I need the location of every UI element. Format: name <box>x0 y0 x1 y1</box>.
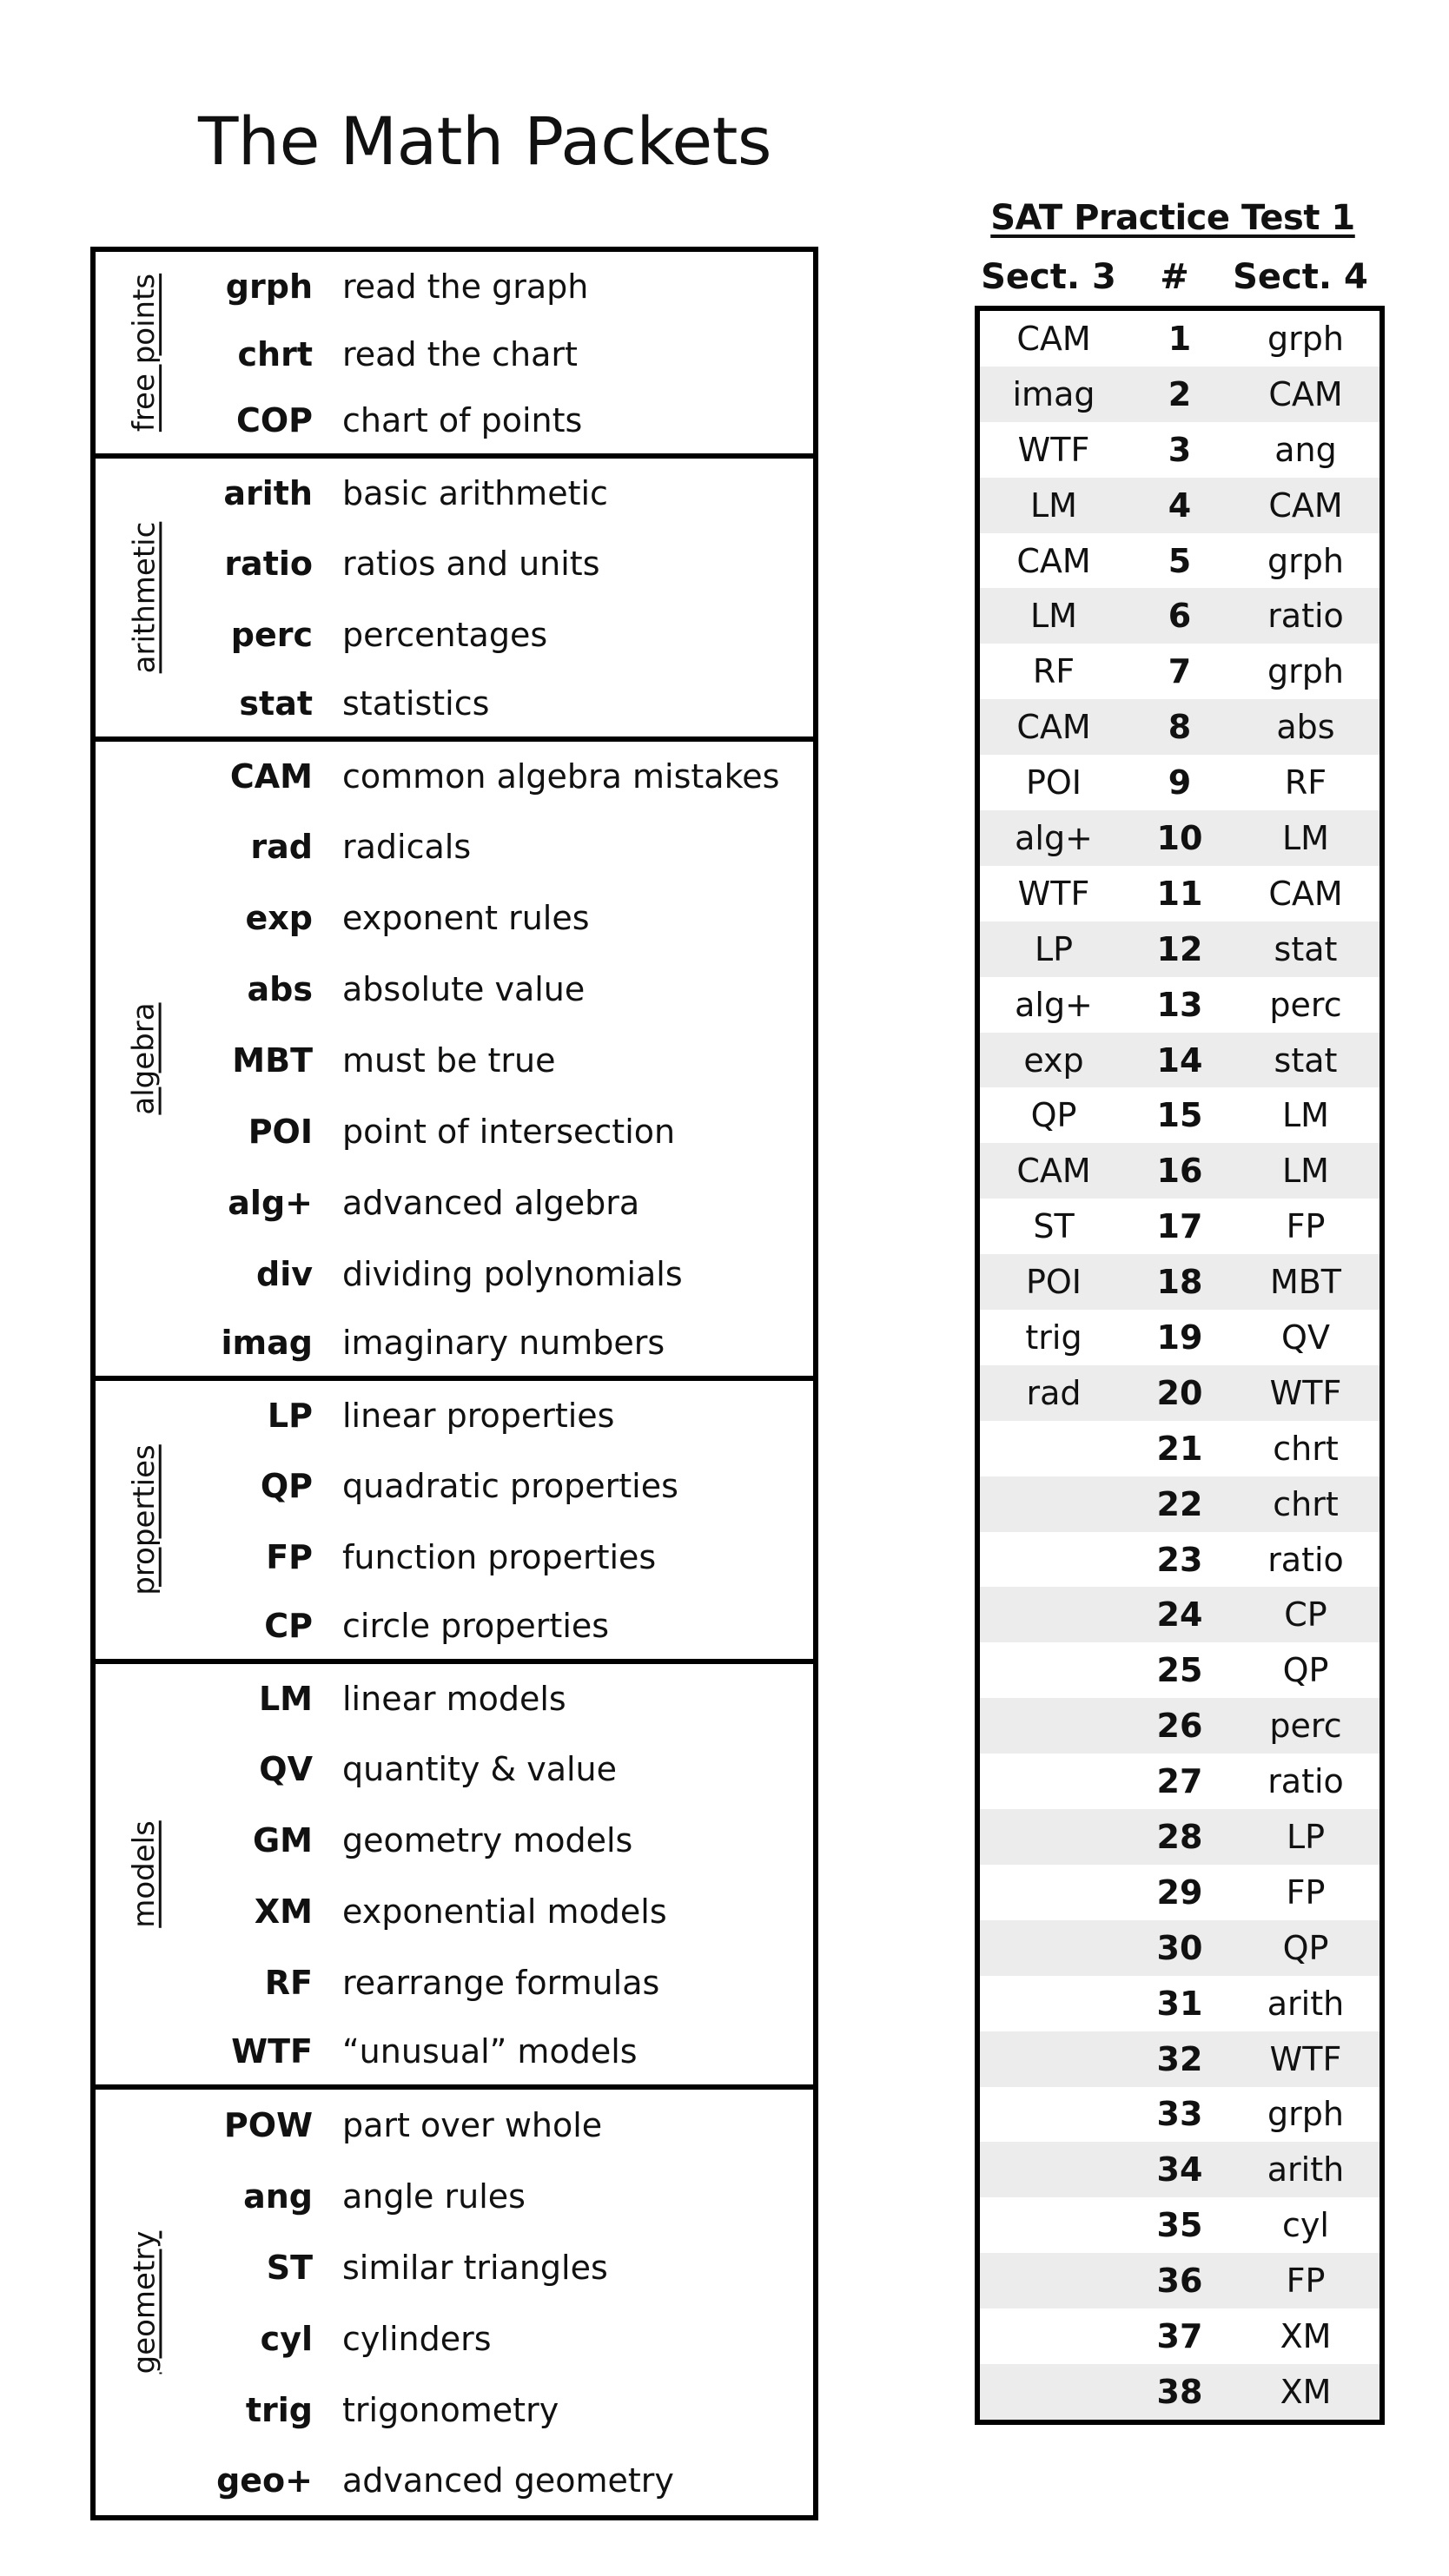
question-number: 33 <box>1156 2095 1203 2134</box>
sect4-cell: grph <box>1267 319 1344 358</box>
sect3-cell: CAM <box>1016 1152 1091 1191</box>
packet-group <box>90 247 818 456</box>
sect4-cell: grph <box>1267 541 1344 580</box>
packet-description: part over whole <box>342 2106 603 2144</box>
packet-description: basic arithmetic <box>342 474 608 512</box>
sect3-cell: imag <box>1012 374 1095 413</box>
packet-code: geo+ <box>216 2461 313 2500</box>
group-label-text: algebra <box>127 1002 162 1115</box>
sect4-cell: LM <box>1282 1152 1329 1191</box>
group-label <box>118 2090 170 2515</box>
sat-row <box>980 311 1380 367</box>
packet-code: LM <box>258 1680 313 1718</box>
question-number: 24 <box>1156 1595 1203 1635</box>
question-number: 29 <box>1156 1873 1203 1912</box>
packet-row <box>96 1522 813 1593</box>
sat-row <box>980 1976 1380 2031</box>
group-label <box>118 742 170 1376</box>
question-number: 3 <box>1168 430 1192 469</box>
packet-code: ratio <box>224 545 313 583</box>
packet-code: alg+ <box>228 1184 313 1222</box>
packet-row <box>96 1381 813 1450</box>
sect3-cell: RF <box>1032 652 1075 691</box>
question-number: 13 <box>1156 985 1203 1024</box>
sect3-cell: ST <box>1033 1207 1075 1246</box>
question-number: 16 <box>1156 1152 1203 1191</box>
sect4-cell: WTF <box>1269 2039 1342 2078</box>
sat-row <box>980 1865 1380 1920</box>
sect3-cell: LP <box>1034 929 1074 968</box>
question-number: 28 <box>1156 1817 1203 1856</box>
packet-description: read the graph <box>342 268 589 306</box>
packet-row <box>96 2446 813 2515</box>
sect4-cell: ratio <box>1267 1762 1344 1801</box>
packet-description: cylinders <box>342 2320 492 2358</box>
packet-row <box>96 954 813 1025</box>
packet-description: linear properties <box>342 1397 615 1435</box>
question-number: 15 <box>1156 1096 1203 1135</box>
sat-row <box>980 1310 1380 1365</box>
sect4-cell: ratio <box>1267 1540 1344 1579</box>
group-label-text: geometry <box>127 2230 162 2375</box>
packet-group <box>90 1378 818 1661</box>
sect4-cell: CP <box>1284 1595 1327 1635</box>
sect3-cell: alg+ <box>1015 818 1093 857</box>
packet-row <box>96 1238 813 1310</box>
sect3-cell: CAM <box>1016 541 1091 580</box>
group-label <box>118 459 170 736</box>
sat-row <box>980 921 1380 977</box>
packet-description: chart of points <box>342 401 583 439</box>
packet-row <box>96 2161 813 2232</box>
packet-code: RF <box>264 1964 313 2002</box>
packet-group <box>90 739 818 1378</box>
question-number: 30 <box>1156 1928 1203 1967</box>
sect4-cell: perc <box>1269 985 1342 1024</box>
sect3-cell: rad <box>1026 1373 1082 1412</box>
packet-row <box>96 459 813 528</box>
sect4-cell: grph <box>1267 2095 1344 2134</box>
packet-code: arith <box>223 474 313 512</box>
sect4-cell: CAM <box>1268 374 1343 413</box>
header-sect4: Sect. 4 <box>1233 257 1368 297</box>
packet-row <box>96 599 813 670</box>
packet-description: trigonometry <box>342 2391 559 2429</box>
packet-code: FP <box>266 1538 313 1576</box>
sect4-cell: arith <box>1267 2150 1345 2190</box>
packet-code: grph <box>225 268 313 306</box>
packet-code: LP <box>267 1397 313 1435</box>
question-number: 1 <box>1168 319 1192 358</box>
sat-row <box>980 2308 1380 2364</box>
question-number: 35 <box>1156 2206 1203 2245</box>
packet-description: percentages <box>342 616 548 654</box>
question-number: 14 <box>1156 1040 1203 1080</box>
packet-code: imag <box>221 1324 313 1362</box>
question-number: 4 <box>1168 485 1192 525</box>
packet-description: radicals <box>342 828 472 866</box>
page-title: The Math Packets <box>198 102 772 180</box>
packet-row <box>96 2375 813 2446</box>
packet-description: circle properties <box>342 1607 610 1645</box>
packet-row <box>96 882 813 954</box>
question-number: 26 <box>1156 1707 1203 1746</box>
packet-code: CAM <box>229 757 313 796</box>
packet-code: GM <box>252 1821 313 1859</box>
packet-row <box>96 2090 813 2161</box>
sect4-cell: chrt <box>1273 1484 1339 1523</box>
question-number: 37 <box>1156 2317 1203 2355</box>
sect3-cell: exp <box>1023 1040 1084 1080</box>
sat-row <box>980 478 1380 533</box>
packet-code: ST <box>266 2249 313 2287</box>
packet-description: quantity & value <box>342 1750 618 1788</box>
sect4-cell: chrt <box>1273 1429 1339 1468</box>
packet-code: QP <box>260 1467 313 1505</box>
group-label-text: arithmetic <box>127 521 162 674</box>
sat-row <box>980 977 1380 1033</box>
sect3-cell: LM <box>1030 485 1077 525</box>
question-number: 7 <box>1168 652 1192 691</box>
group-label <box>118 1381 170 1659</box>
packet-row <box>96 321 813 387</box>
packet-description: advanced geometry <box>342 2461 674 2500</box>
sect4-cell: RF <box>1284 763 1327 803</box>
sect4-cell: WTF <box>1269 1373 1342 1412</box>
question-number: 23 <box>1156 1540 1203 1579</box>
question-number: 6 <box>1168 597 1192 636</box>
header-sect3: Sect. 3 <box>981 257 1116 297</box>
packet-description: rearrange formulas <box>342 1964 660 2002</box>
sect3-cell: WTF <box>1017 430 1090 469</box>
sat-row <box>980 422 1380 478</box>
packet-row <box>96 2018 813 2084</box>
packet-row <box>96 1805 813 1876</box>
sat-row <box>980 2364 1380 2420</box>
sect4-cell: XM <box>1280 2372 1332 2411</box>
sat-row <box>980 1754 1380 1809</box>
packet-row <box>96 1593 813 1659</box>
packet-group <box>90 2087 818 2520</box>
packet-row <box>96 1947 813 2018</box>
question-number: 34 <box>1156 2150 1203 2190</box>
sect4-cell: QP <box>1282 1928 1329 1967</box>
packet-code: perc <box>230 616 313 654</box>
packet-description: similar triangles <box>342 2249 608 2287</box>
sat-row <box>980 755 1380 810</box>
packet-description: imaginary numbers <box>342 1324 665 1362</box>
sect4-cell: QP <box>1282 1651 1329 1690</box>
sect4-cell: stat <box>1274 929 1338 968</box>
sat-row <box>980 1087 1380 1143</box>
packet-code: cyl <box>260 2320 313 2358</box>
question-number: 21 <box>1156 1429 1203 1468</box>
sat-row <box>980 1143 1380 1199</box>
sect4-cell: LP <box>1286 1817 1326 1856</box>
question-number: 9 <box>1168 763 1192 803</box>
packet-description: dividing polynomials <box>342 1255 683 1293</box>
sect4-cell: CAM <box>1268 485 1343 525</box>
sect3-cell: POI <box>1025 1263 1082 1302</box>
sect4-cell: CAM <box>1268 874 1343 913</box>
packet-code: rad <box>250 828 313 866</box>
packet-code: WTF <box>231 2032 313 2071</box>
sect4-cell: abs <box>1276 708 1335 747</box>
packet-code: ang <box>243 2177 313 2216</box>
sat-row <box>980 1033 1380 1088</box>
packet-group <box>90 1661 818 2087</box>
sect3-cell: QP <box>1030 1096 1077 1135</box>
packet-code: XM <box>254 1892 313 1931</box>
sat-row <box>980 1254 1380 1310</box>
group-label <box>118 1664 170 2084</box>
header-number: # <box>1160 257 1189 297</box>
packet-description: statistics <box>342 684 490 723</box>
question-number: 8 <box>1168 708 1192 747</box>
sat-row <box>980 533 1380 589</box>
sat-row <box>980 2197 1380 2253</box>
packet-row <box>96 742 813 811</box>
sect4-cell: ang <box>1274 430 1337 469</box>
sect3-cell: alg+ <box>1015 985 1093 1024</box>
sat-row <box>980 367 1380 422</box>
packet-code: POI <box>248 1113 313 1151</box>
packet-row <box>96 252 813 321</box>
packet-code: exp <box>245 899 313 937</box>
question-number: 38 <box>1156 2372 1203 2411</box>
packet-description: linear models <box>342 1680 566 1718</box>
question-number: 20 <box>1156 1373 1203 1412</box>
question-number: 31 <box>1156 1984 1203 2023</box>
packet-row <box>96 2303 813 2375</box>
packet-description: angle rules <box>342 2177 526 2216</box>
sat-row <box>980 1642 1380 1698</box>
sect4-cell: MBT <box>1269 1263 1342 1302</box>
sect4-cell: FP <box>1286 2262 1326 2301</box>
sat-row <box>980 588 1380 644</box>
packet-description: read the chart <box>342 335 578 373</box>
group-label-text: free points <box>127 273 162 433</box>
packet-row <box>96 1167 813 1238</box>
sat-row <box>980 810 1380 866</box>
packet-code: abs <box>247 970 313 1008</box>
sat-row <box>980 866 1380 921</box>
sect3-cell: trig <box>1025 1318 1082 1357</box>
packet-code: chrt <box>237 335 313 373</box>
sat-row <box>980 1199 1380 1254</box>
sat-row <box>980 2087 1380 2143</box>
packet-description: “unusual” models <box>342 2032 638 2071</box>
packet-code: stat <box>239 684 313 723</box>
group-label-text: models <box>127 1820 162 1928</box>
packet-row <box>96 1096 813 1167</box>
sat-row <box>980 1532 1380 1588</box>
sect3-cell: CAM <box>1016 708 1091 747</box>
packet-description: quadratic properties <box>342 1467 678 1505</box>
sat-title: SAT Practice Test 1 <box>990 198 1355 238</box>
sect3-cell: LM <box>1030 597 1077 636</box>
sat-row <box>980 2031 1380 2087</box>
group-label-text: properties <box>127 1444 162 1595</box>
packet-description: function properties <box>342 1538 657 1576</box>
packet-description: ratios and units <box>342 545 600 583</box>
packet-row <box>96 1734 813 1805</box>
sat-header <box>975 257 1374 297</box>
question-number: 2 <box>1168 374 1192 413</box>
packet-code: POW <box>223 2106 313 2144</box>
sect4-cell: XM <box>1280 2317 1332 2355</box>
packet-code: CP <box>264 1607 313 1645</box>
sat-row <box>980 1587 1380 1642</box>
sect4-cell: cyl <box>1282 2206 1329 2245</box>
packet-description: common algebra mistakes <box>342 757 780 796</box>
packet-code: COP <box>235 401 313 439</box>
packet-description: must be true <box>342 1041 556 1080</box>
sect3-cell: POI <box>1025 763 1082 803</box>
sect4-cell: LM <box>1282 1096 1329 1135</box>
question-number: 32 <box>1156 2039 1203 2078</box>
packet-group <box>90 456 818 739</box>
sect4-cell: stat <box>1274 1040 1338 1080</box>
sat-row <box>980 2142 1380 2197</box>
packet-row <box>96 1876 813 1947</box>
packet-row <box>96 2232 813 2303</box>
packet-row <box>96 811 813 882</box>
packet-description: exponent rules <box>342 899 590 937</box>
packet-row <box>96 670 813 736</box>
sat-row <box>980 1698 1380 1754</box>
sect4-cell: FP <box>1286 1873 1326 1912</box>
packet-code: trig <box>245 2391 313 2429</box>
question-number: 11 <box>1156 874 1203 913</box>
packet-code: div <box>256 1255 313 1293</box>
packet-row <box>96 387 813 453</box>
sat-row <box>980 699 1380 755</box>
packet-description: geometry models <box>342 1821 633 1859</box>
sat-row <box>980 1809 1380 1865</box>
sect4-cell: perc <box>1269 1707 1342 1746</box>
packets-table <box>90 247 818 2520</box>
packet-row <box>96 528 813 599</box>
packet-code: QV <box>259 1750 313 1788</box>
sat-table <box>975 306 1385 2425</box>
packet-description: advanced algebra <box>342 1184 640 1222</box>
sat-row <box>980 1421 1380 1476</box>
question-number: 17 <box>1156 1207 1203 1246</box>
sat-row <box>980 2253 1380 2308</box>
question-number: 25 <box>1156 1651 1203 1690</box>
packet-row <box>96 1025 813 1096</box>
packet-row <box>96 1310 813 1376</box>
question-number: 36 <box>1156 2262 1203 2301</box>
sat-row <box>980 644 1380 699</box>
sect4-cell: QV <box>1281 1318 1330 1357</box>
question-number: 12 <box>1156 929 1203 968</box>
packet-description: exponential models <box>342 1892 667 1931</box>
sect4-cell: FP <box>1286 1207 1326 1246</box>
question-number: 19 <box>1156 1318 1203 1357</box>
packet-description: point of intersection <box>342 1113 676 1151</box>
group-label <box>118 252 170 453</box>
question-number: 27 <box>1156 1762 1203 1801</box>
question-number: 18 <box>1156 1263 1203 1302</box>
question-number: 5 <box>1168 541 1192 580</box>
sect4-cell: LM <box>1282 818 1329 857</box>
packet-description: absolute value <box>342 970 586 1008</box>
packet-row <box>96 1450 813 1522</box>
packet-code: MBT <box>232 1041 313 1080</box>
sat-row <box>980 1476 1380 1532</box>
packet-row <box>96 1664 813 1734</box>
question-number: 10 <box>1156 818 1203 857</box>
sect4-cell: arith <box>1267 1984 1345 2023</box>
question-number: 22 <box>1156 1484 1203 1523</box>
sect4-cell: ratio <box>1267 597 1344 636</box>
sect3-cell: CAM <box>1016 319 1091 358</box>
sat-row <box>980 1920 1380 1976</box>
sat-row <box>980 1365 1380 1421</box>
sect3-cell: WTF <box>1017 874 1090 913</box>
sect4-cell: grph <box>1267 652 1344 691</box>
